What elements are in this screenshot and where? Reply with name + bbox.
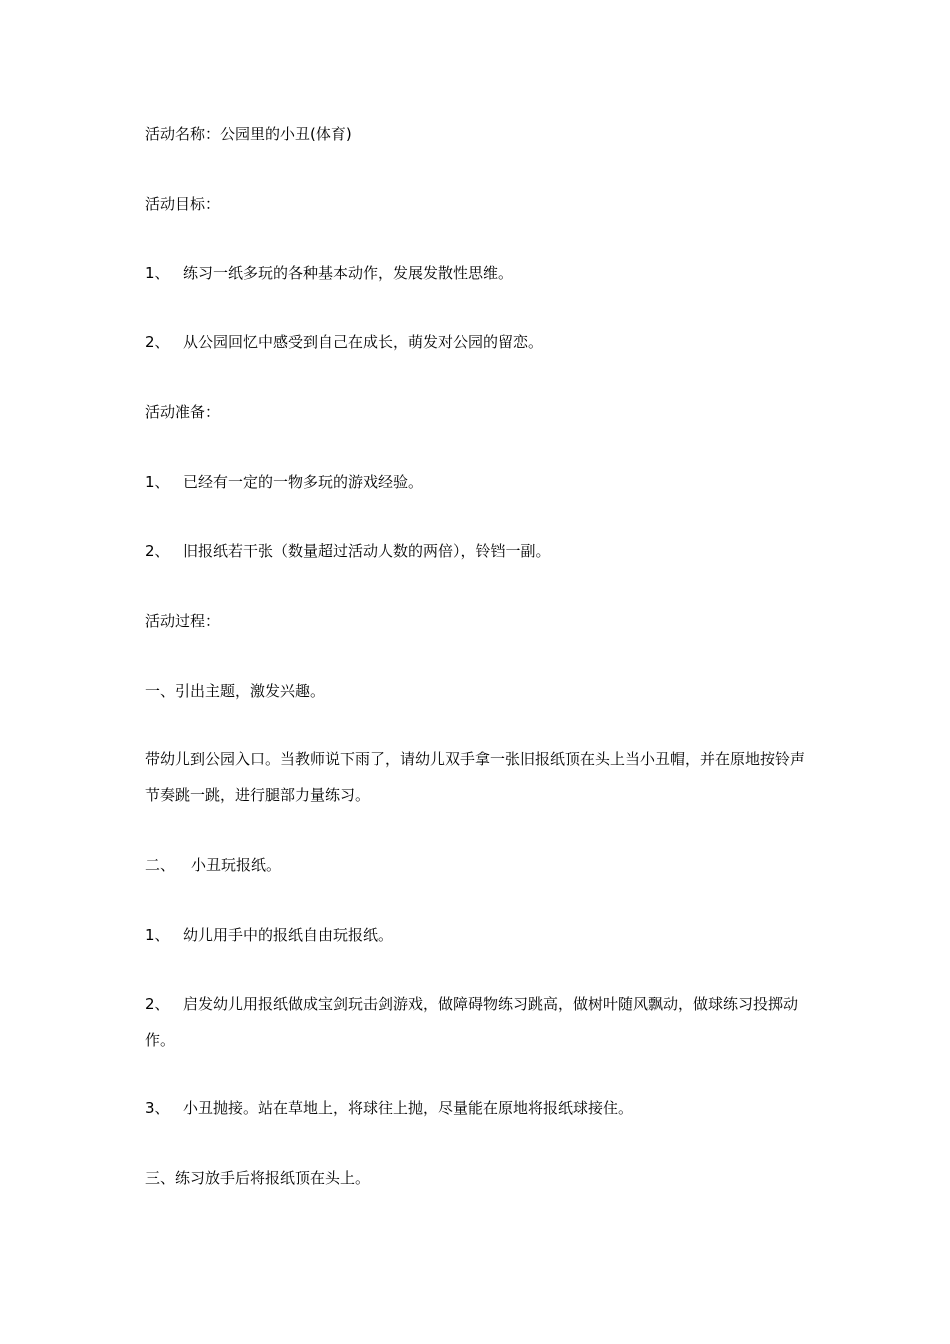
goal-item <box>145 332 810 352</box>
prep-text: 旧报纸若干张（数量超过活动人数的两倍），铃铛一副。 <box>183 542 551 560</box>
play-number: 2、 <box>145 995 170 1013</box>
play-item <box>145 986 810 1058</box>
play-item <box>145 1098 810 1118</box>
goal-text: 从公园回忆中感受到自己在成长，萌发对公园的留恋。 <box>183 333 544 351</box>
activity-title: 活动名称：公园里的小丑(体育) <box>145 125 352 143</box>
section-2-heading: 小丑玩报纸。 <box>191 856 282 874</box>
play-item <box>145 925 810 945</box>
play-number: 1、 <box>145 926 170 944</box>
prep-text: 已经有一定的一物多玩的游戏经验。 <box>183 473 424 491</box>
play-text: 幼儿用手中的报纸自由玩报纸。 <box>183 926 394 944</box>
play-text: 小丑抛接。站在草地上，将球往上抛，尽量能在原地将报纸球接住。 <box>183 1099 634 1117</box>
play-text: 启发幼儿用报纸做成宝剑玩击剑游戏，做障碍物练习跳高，做树叶随风飘动，做球练习投掷动作。 <box>145 995 799 1049</box>
play-number: 3、 <box>145 1099 170 1117</box>
section-2-number: 二、 <box>145 856 176 874</box>
prep-number: 2、 <box>145 542 170 560</box>
goals-heading: 活动目标： <box>145 195 221 213</box>
section-3-heading: 三、练习放手后将报纸顶在头上。 <box>145 1169 371 1187</box>
section-1-heading: 一、引出主题，激发兴趣。 <box>145 682 326 700</box>
process-heading: 活动过程： <box>145 612 221 630</box>
goal-item <box>145 263 810 283</box>
prep-heading: 活动准备： <box>145 403 221 421</box>
section-1-paragraph: 带幼儿到公园入口。当教师说下雨了，请幼儿双手拿一张旧报纸顶在头上当小丑帽，并在原地按铃声节奏跳一跳，进行腿部力量练习。 <box>145 750 806 804</box>
section-2-heading-line <box>145 855 810 875</box>
goal-text: 练习一纸多玩的各种基本动作，发展发散性思维。 <box>183 264 514 282</box>
goal-number: 2、 <box>145 333 170 351</box>
prep-number: 1、 <box>145 473 170 491</box>
prep-item <box>145 541 810 561</box>
prep-item <box>145 472 810 492</box>
goal-number: 1、 <box>145 264 170 282</box>
